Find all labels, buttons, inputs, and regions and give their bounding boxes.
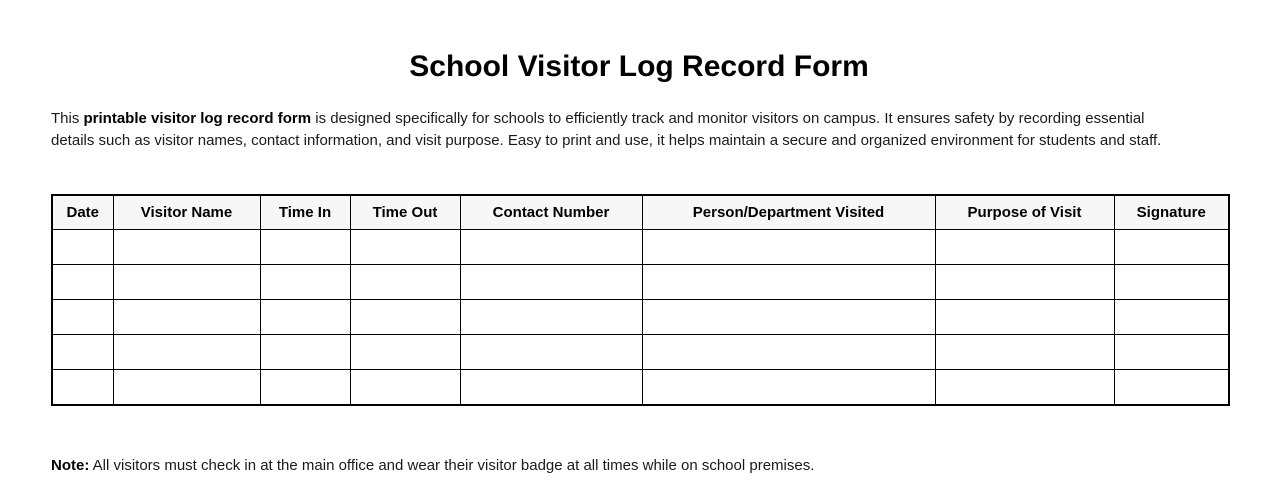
table-cell-signature[interactable] xyxy=(1114,230,1229,265)
table-cell-time_out[interactable] xyxy=(350,230,460,265)
column-header-visitor-name: Visitor Name xyxy=(113,195,260,230)
table-cell-purpose_of_visit[interactable] xyxy=(935,230,1114,265)
table-cell-visitor_name[interactable] xyxy=(113,300,260,335)
table-cell-signature[interactable] xyxy=(1114,265,1229,300)
table-cell-signature[interactable] xyxy=(1114,370,1229,406)
table-cell-time_out[interactable] xyxy=(350,370,460,406)
table-header-row-group xyxy=(52,195,1229,230)
table-cell-visitor_name[interactable] xyxy=(113,370,260,406)
table-cell-date[interactable] xyxy=(52,335,113,370)
table-cell-contact_number[interactable] xyxy=(460,370,642,406)
table-cell-contact_number[interactable] xyxy=(460,230,642,265)
table-cell-person_department_visited[interactable] xyxy=(642,300,935,335)
table-cell-person_department_visited[interactable] xyxy=(642,265,935,300)
table-row xyxy=(52,370,1229,406)
table-cell-contact_number[interactable] xyxy=(460,335,642,370)
table-cell-time_in[interactable] xyxy=(260,265,350,300)
table-cell-signature[interactable] xyxy=(1114,300,1229,335)
table-cell-signature[interactable] xyxy=(1114,335,1229,370)
table-cell-contact_number[interactable] xyxy=(460,300,642,335)
table-cell-date[interactable] xyxy=(52,300,113,335)
intro-paragraph xyxy=(51,108,1191,151)
table-row xyxy=(52,230,1229,265)
table-cell-visitor_name[interactable] xyxy=(113,335,260,370)
table-cell-contact_number[interactable] xyxy=(460,265,642,300)
note-label: Note: xyxy=(51,457,90,474)
table-cell-person_department_visited[interactable] xyxy=(642,335,935,370)
table-cell-time_in[interactable] xyxy=(260,335,350,370)
column-header-person-department-visited: Person/Department Visited xyxy=(642,195,935,230)
column-header-purpose-of-visit: Purpose of Visit xyxy=(935,195,1114,230)
table-cell-time_in[interactable] xyxy=(260,370,350,406)
table-cell-person_department_visited[interactable] xyxy=(642,230,935,265)
column-header-signature: Signature xyxy=(1114,195,1229,230)
table-cell-time_out[interactable] xyxy=(350,300,460,335)
table-cell-purpose_of_visit[interactable] xyxy=(935,265,1114,300)
table-row xyxy=(52,265,1229,300)
note-text: All visitors must check in at the main office and wear their visitor badge at all times while on school premises. xyxy=(89,457,815,474)
table-cell-date[interactable] xyxy=(52,230,113,265)
table-row xyxy=(52,300,1229,335)
footer-note xyxy=(51,455,1211,476)
table-cell-visitor_name[interactable] xyxy=(113,265,260,300)
intro-bold-phrase: printable visitor log record form xyxy=(83,110,312,127)
intro-rest-text: is designed specifically for schools to efficiently track and monitor visitors on campus. It ensures safety by recording essential details such as visitor names, contact information, and visit purpose. Easy to print and use, it helps maintain a secure and organized environment for students and staff. xyxy=(51,110,1162,149)
column-header-time-in: Time In xyxy=(260,195,350,230)
column-header-contact-number: Contact Number xyxy=(460,195,642,230)
table-cell-visitor_name[interactable] xyxy=(113,230,260,265)
table-row xyxy=(52,335,1229,370)
column-header-time-out: Time Out xyxy=(350,195,460,230)
table-cell-time_in[interactable] xyxy=(260,230,350,265)
intro-lead-text: This xyxy=(51,110,84,127)
table-cell-time_in[interactable] xyxy=(260,300,350,335)
table-cell-purpose_of_visit[interactable] xyxy=(935,370,1114,406)
visitor-log-table xyxy=(51,194,1230,406)
table-cell-person_department_visited[interactable] xyxy=(642,370,935,406)
table-body xyxy=(52,230,1229,406)
table-cell-date[interactable] xyxy=(52,265,113,300)
table-header-row xyxy=(52,195,1229,230)
column-header-date: Date xyxy=(52,195,113,230)
table-cell-date[interactable] xyxy=(52,370,113,406)
page-title: School Visitor Log Record Form xyxy=(409,50,869,83)
table-cell-time_out[interactable] xyxy=(350,335,460,370)
table-cell-time_out[interactable] xyxy=(350,265,460,300)
table-cell-purpose_of_visit[interactable] xyxy=(935,335,1114,370)
table-cell-purpose_of_visit[interactable] xyxy=(935,300,1114,335)
